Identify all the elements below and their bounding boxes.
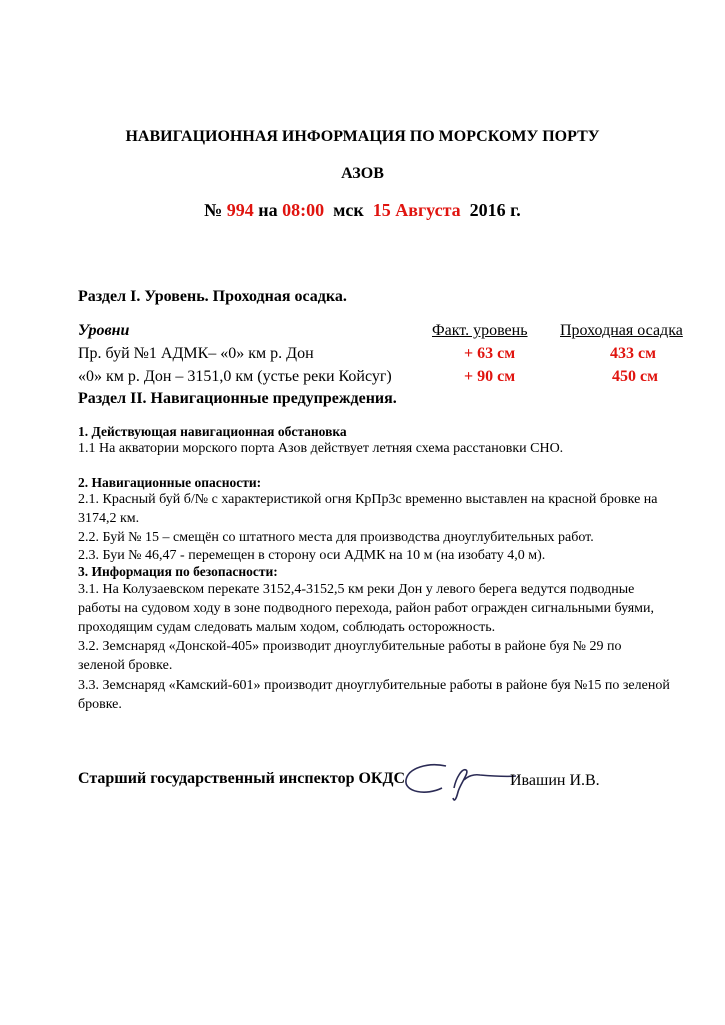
report-date: 15 Августа: [372, 200, 461, 220]
hazard-line: 3174,2 км.: [78, 511, 140, 526]
at-word: на: [258, 200, 278, 220]
safety-line: зеленой бровке.: [78, 658, 173, 673]
col-draft-header: Проходная осадка: [560, 322, 683, 339]
level-row-2-name: «0» км р. Дон – 3151,0 км (устье реки Койсуг): [78, 368, 392, 385]
level-row-2-draft: 450 см: [612, 368, 658, 385]
level-row-1-name: Пр. буй №1 АДМК– «0» км р. Дон: [78, 345, 314, 362]
safety-line: работы на судовом ходу в зоне подводного перехода, район работ огражден сигнальными буями,: [78, 601, 655, 616]
handwritten-signature-icon: [398, 758, 520, 804]
document-title: НАВИГАЦИОННАЯ ИНФОРМАЦИЯ ПО МОРСКОМУ ПОРТУ: [125, 128, 600, 145]
hazards-title: 2. Навигационные опасности:: [78, 475, 262, 490]
safety-title: 3. Информация по безопасности:: [78, 564, 278, 579]
section2-title: Раздел II. Навигационные предупреждения.: [78, 390, 397, 407]
port-name: АЗОВ: [341, 165, 384, 182]
hazard-line: 2.3. Буи № 46,47 - перемещен в сторону оси АДМК на 10 м (на изобату 4,0 м).: [78, 548, 546, 563]
report-line: [0, 200, 725, 221]
safety-line: 3.2. Земснаряд «Донской-405» производит дноуглубительные работы в районе буя № 29 по: [78, 639, 622, 654]
timezone: мск: [333, 200, 364, 220]
level-row-1-fact: + 63 см: [464, 345, 516, 362]
hazard-line: 2.2. Буй № 15 – смещён со штатного места для производства дноуглубительных работ.: [78, 530, 594, 545]
section1-title: Раздел I. Уровень. Проходная осадка.: [78, 288, 347, 305]
report-number: 994: [226, 200, 254, 220]
level-row-2-fact: + 90 см: [464, 368, 516, 385]
safety-line: 3.1. На Колузаевском перекате 3152,4-3152,5 км реки Дон у левого берега ведутся подводные: [78, 582, 635, 597]
level-row-1-draft: 433 см: [610, 345, 656, 362]
safety-line: проходящим судам следовать малым ходом, соблюдать осторожность.: [78, 620, 496, 635]
col-levels-header: Уровни: [78, 322, 130, 339]
inspector-name: Ивашин И.В.: [510, 772, 600, 789]
safety-line: бровке.: [78, 697, 122, 712]
col-fact-header: Факт. уровень: [432, 322, 528, 339]
report-year: 2016 г.: [469, 200, 521, 220]
number-prefix: №: [204, 200, 223, 220]
report-time: 08:00: [282, 200, 325, 220]
situation-item: 1.1 На акватории морского порта Азов действует летняя схема расстановки СНО.: [78, 441, 564, 456]
inspector-title: Старший государственный инспектор ОКДС: [78, 770, 406, 787]
hazard-line: 2.1. Красный буй б/№ с характеристикой огня КрПр3с временно выставлен на красной бровке на: [78, 492, 658, 507]
safety-line: 3.3. Земснаряд «Камский-601» производит дноуглубительные работы в районе буя №15 по зеленой: [78, 678, 670, 693]
situation-title: 1. Действующая навигационная обстановка: [78, 424, 347, 439]
